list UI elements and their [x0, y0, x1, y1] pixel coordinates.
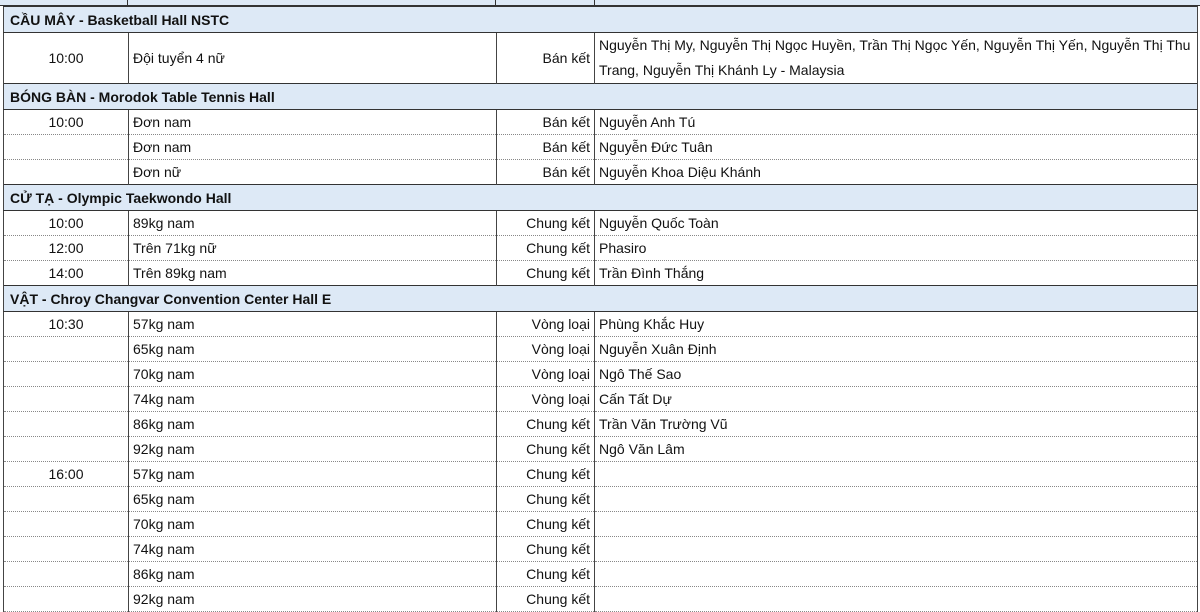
schedule-row: [4, 537, 1198, 562]
stage-cell: Vòng loại: [497, 312, 595, 337]
time-cell: [4, 512, 129, 537]
athletes-cell: [595, 587, 1198, 612]
schedule-row: [4, 236, 1198, 261]
event-cell: Đơn nam: [129, 135, 497, 160]
athletes-cell: Ngô Văn Lâm: [595, 437, 1198, 462]
athletes-cell: [595, 462, 1198, 487]
stage-cell: Bán kết: [497, 33, 595, 84]
stage-cell: Bán kết: [497, 110, 595, 135]
time-cell: 14:00: [4, 261, 129, 286]
section-header-row: [4, 286, 1198, 312]
schedule-row: [4, 33, 1198, 84]
event-cell: 89kg nam: [129, 211, 497, 236]
time-cell: [4, 437, 129, 462]
event-cell: 65kg nam: [129, 337, 497, 362]
athletes-cell: Nguyễn Anh Tú: [595, 110, 1198, 135]
stage-cell: Vòng loại: [497, 362, 595, 387]
stage-cell: Vòng loại: [497, 337, 595, 362]
time-cell: 16:00: [4, 462, 129, 487]
time-cell: [4, 562, 129, 587]
event-cell: 74kg nam: [129, 387, 497, 412]
stage-cell: Chung kết: [497, 261, 595, 286]
time-cell: 10:30: [4, 312, 129, 337]
time-cell: [4, 537, 129, 562]
stage-cell: Chung kết: [497, 462, 595, 487]
athletes-cell: [595, 487, 1198, 512]
stage-cell: Chung kết: [497, 587, 595, 612]
event-cell: 92kg nam: [129, 437, 497, 462]
athletes-cell: Nguyễn Xuân Định: [595, 337, 1198, 362]
schedule-row: [4, 160, 1198, 185]
event-cell: 70kg nam: [129, 362, 497, 387]
schedule-row: [4, 587, 1198, 612]
stage-cell: Bán kết: [497, 160, 595, 185]
athletes-cell: Nguyễn Đức Tuân: [595, 135, 1198, 160]
schedule-row: [4, 412, 1198, 437]
event-cell: Đơn nữ: [129, 160, 497, 185]
time-cell: 10:00: [4, 33, 129, 84]
event-cell: 70kg nam: [129, 512, 497, 537]
athletes-cell: Trần Đình Thắng: [595, 261, 1198, 286]
stage-cell: Bán kết: [497, 135, 595, 160]
time-cell: [4, 587, 129, 612]
section-title: BÓNG BÀN - Morodok Table Tennis Hall: [4, 84, 1198, 110]
stage-cell: Chung kết: [497, 211, 595, 236]
event-cell: Trên 89kg nam: [129, 261, 497, 286]
stage-cell: Vòng loại: [497, 387, 595, 412]
stage-cell: Chung kết: [497, 437, 595, 462]
athletes-cell: [595, 537, 1198, 562]
schedule-row: [4, 211, 1198, 236]
athletes-cell: Nguyễn Khoa Diệu Khánh: [595, 160, 1198, 185]
schedule-row: [4, 135, 1198, 160]
time-cell: [4, 337, 129, 362]
event-cell: 74kg nam: [129, 537, 497, 562]
section-title: VẬT - Chroy Changvar Convention Center Hall E: [4, 286, 1198, 312]
time-cell: 10:00: [4, 211, 129, 236]
event-cell: 86kg nam: [129, 412, 497, 437]
schedule-row: [4, 462, 1198, 487]
schedule-table-body: [4, 7, 1198, 612]
time-cell: [4, 362, 129, 387]
athletes-cell: Nguyễn Quốc Toàn: [595, 211, 1198, 236]
stage-cell: Chung kết: [497, 512, 595, 537]
schedule-row: [4, 562, 1198, 587]
time-cell: 10:00: [4, 110, 129, 135]
schedule-row: [4, 487, 1198, 512]
schedule-row: [4, 362, 1198, 387]
athletes-cell: Phùng Khắc Huy: [595, 312, 1198, 337]
schedule-row: [4, 312, 1198, 337]
time-cell: [4, 487, 129, 512]
schedule-row: [4, 110, 1198, 135]
athletes-cell: Trần Văn Trường Vũ: [595, 412, 1198, 437]
time-cell: [4, 160, 129, 185]
schedule-row: [4, 437, 1198, 462]
event-cell: 92kg nam: [129, 587, 497, 612]
event-cell: 57kg nam: [129, 312, 497, 337]
stage-cell: Chung kết: [497, 412, 595, 437]
event-cell: Trên 71kg nữ: [129, 236, 497, 261]
schedule-row: [4, 337, 1198, 362]
stage-cell: Chung kết: [497, 236, 595, 261]
section-title: CỬ TẠ - Olympic Taekwondo Hall: [4, 185, 1198, 211]
schedule-row: [4, 512, 1198, 537]
section-header-row: [4, 84, 1198, 110]
athletes-cell: Cấn Tất Dự: [595, 387, 1198, 412]
time-cell: [4, 135, 129, 160]
schedule-table: [3, 6, 1198, 612]
time-cell: [4, 387, 129, 412]
athletes-cell: Nguyễn Thị My, Nguyễn Thị Ngọc Huyền, Trần Thị Ngọc Yến, Nguyễn Thị Yến, Nguyễn Thị Thu Trang, Nguyễn Thị Khánh Ly - Malaysia: [595, 33, 1198, 84]
time-cell: [4, 412, 129, 437]
stage-cell: Chung kết: [497, 487, 595, 512]
schedule-row: [4, 261, 1198, 286]
event-cell: 65kg nam: [129, 487, 497, 512]
athletes-cell: Ngô Thế Sao: [595, 362, 1198, 387]
section-header-row: [4, 185, 1198, 211]
section-title: CẦU MÂY - Basketball Hall NSTC: [4, 7, 1198, 33]
event-cell: Đơn nam: [129, 110, 497, 135]
athletes-cell: [595, 562, 1198, 587]
athletes-cell: Phasiro: [595, 236, 1198, 261]
stage-cell: Chung kết: [497, 537, 595, 562]
time-cell: 12:00: [4, 236, 129, 261]
schedule-row: [4, 387, 1198, 412]
event-cell: 86kg nam: [129, 562, 497, 587]
event-cell: Đội tuyển 4 nữ: [129, 33, 497, 84]
event-cell: 57kg nam: [129, 462, 497, 487]
athletes-cell: [595, 512, 1198, 537]
stage-cell: Chung kết: [497, 562, 595, 587]
section-header-row: [4, 7, 1198, 33]
